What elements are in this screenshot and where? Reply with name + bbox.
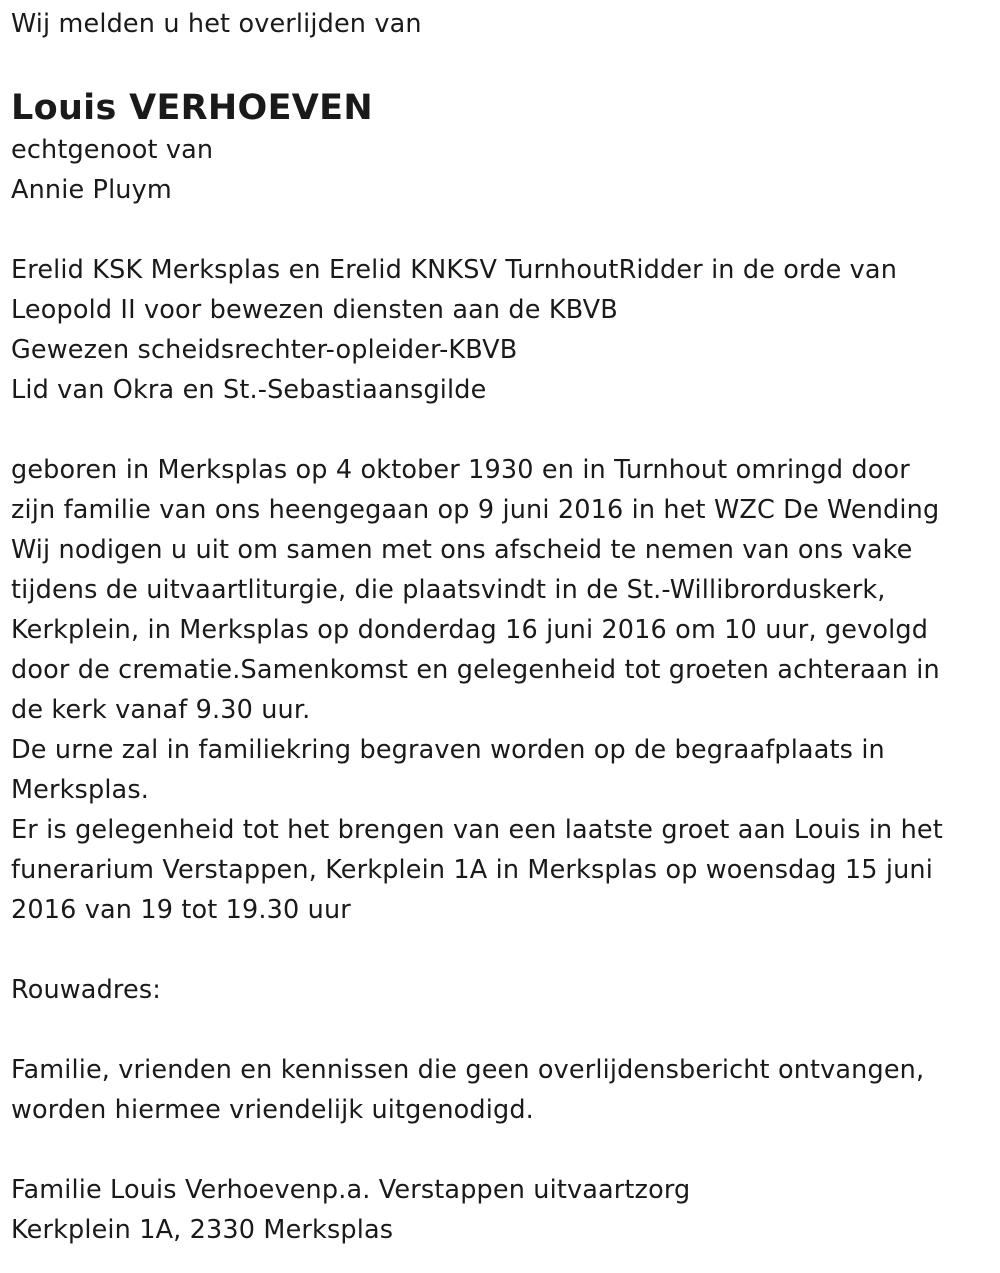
spacer: [11, 410, 1000, 450]
intro-text: Wij melden u het overlijden van: [11, 9, 422, 39]
body-block: [11, 450, 1000, 930]
spacer: [11, 1010, 1000, 1050]
body-line: geboren in Merksplas op 4 oktober 1930 en in Turnhout omringd door: [11, 455, 910, 485]
honors-line: Lid van Okra en St.-Sebastiaansgilde: [11, 375, 487, 405]
spouse-name: Annie Pluym: [11, 175, 172, 205]
honors-block: [11, 250, 1000, 410]
footer-block: [11, 1170, 1000, 1250]
spouse-label: echtgenoot van: [11, 135, 214, 165]
invitation-line: Familie, vrienden en kennissen die geen overlijdensbericht ontvangen,: [11, 1055, 925, 1085]
spacer: [11, 930, 1000, 970]
footer-line: Kerkplein 1A, 2330 Merksplas: [11, 1215, 394, 1245]
invitation-line: worden hiermee vriendelijk uitgenodigd.: [11, 1095, 534, 1125]
spacer: [11, 210, 1000, 250]
body-line: Wij nodigen u uit om samen met ons afscheid te nemen van ons vake: [11, 535, 913, 565]
body-line: de kerk vanaf 9.30 uur.: [11, 695, 311, 725]
spacer: [11, 1130, 1000, 1170]
footer-line: Familie Louis Verhoevenp.a. Verstappen uitvaartzorg: [11, 1175, 691, 1205]
body-line: De urne zal in familiekring begraven worden op de begraafplaats in: [11, 735, 885, 765]
body-line: tijdens de uitvaartliturgie, die plaatsvindt in de St.-Willibrorduskerk,: [11, 575, 886, 605]
address-label: Rouwadres:: [11, 975, 161, 1005]
body-line: 2016 van 19 tot 19.30 uur: [11, 895, 351, 925]
body-line: door de crematie.Samenkomst en gelegenheid tot groeten achteraan in: [11, 655, 940, 685]
body-line: Kerkplein, in Merksplas op donderdag 16 juni 2016 om 10 uur, gevolgd: [11, 615, 929, 645]
honors-line: Gewezen scheidsrechter-opleider-KBVB: [11, 335, 518, 365]
deceased-name: Louis VERHOEVEN: [11, 88, 373, 128]
honors-line: Leopold II voor bewezen diensten aan de KBVB: [11, 295, 618, 325]
body-line: zijn familie van ons heengegaan op 9 juni 2016 in het WZC De Wending: [11, 495, 940, 525]
honors-line: Erelid KSK Merksplas en Erelid KNKSV TurnhoutRidder in de orde van: [11, 255, 898, 285]
invitation-block: [11, 1050, 1000, 1130]
body-line: Er is gelegenheid tot het brengen van een laatste groet aan Louis in het: [11, 815, 943, 845]
body-line: funerarium Verstappen, Kerkplein 1A in Merksplas op woensdag 15 juni: [11, 855, 933, 885]
body-line: Merksplas.: [11, 775, 150, 805]
death-notice: [0, 4, 1000, 1273]
